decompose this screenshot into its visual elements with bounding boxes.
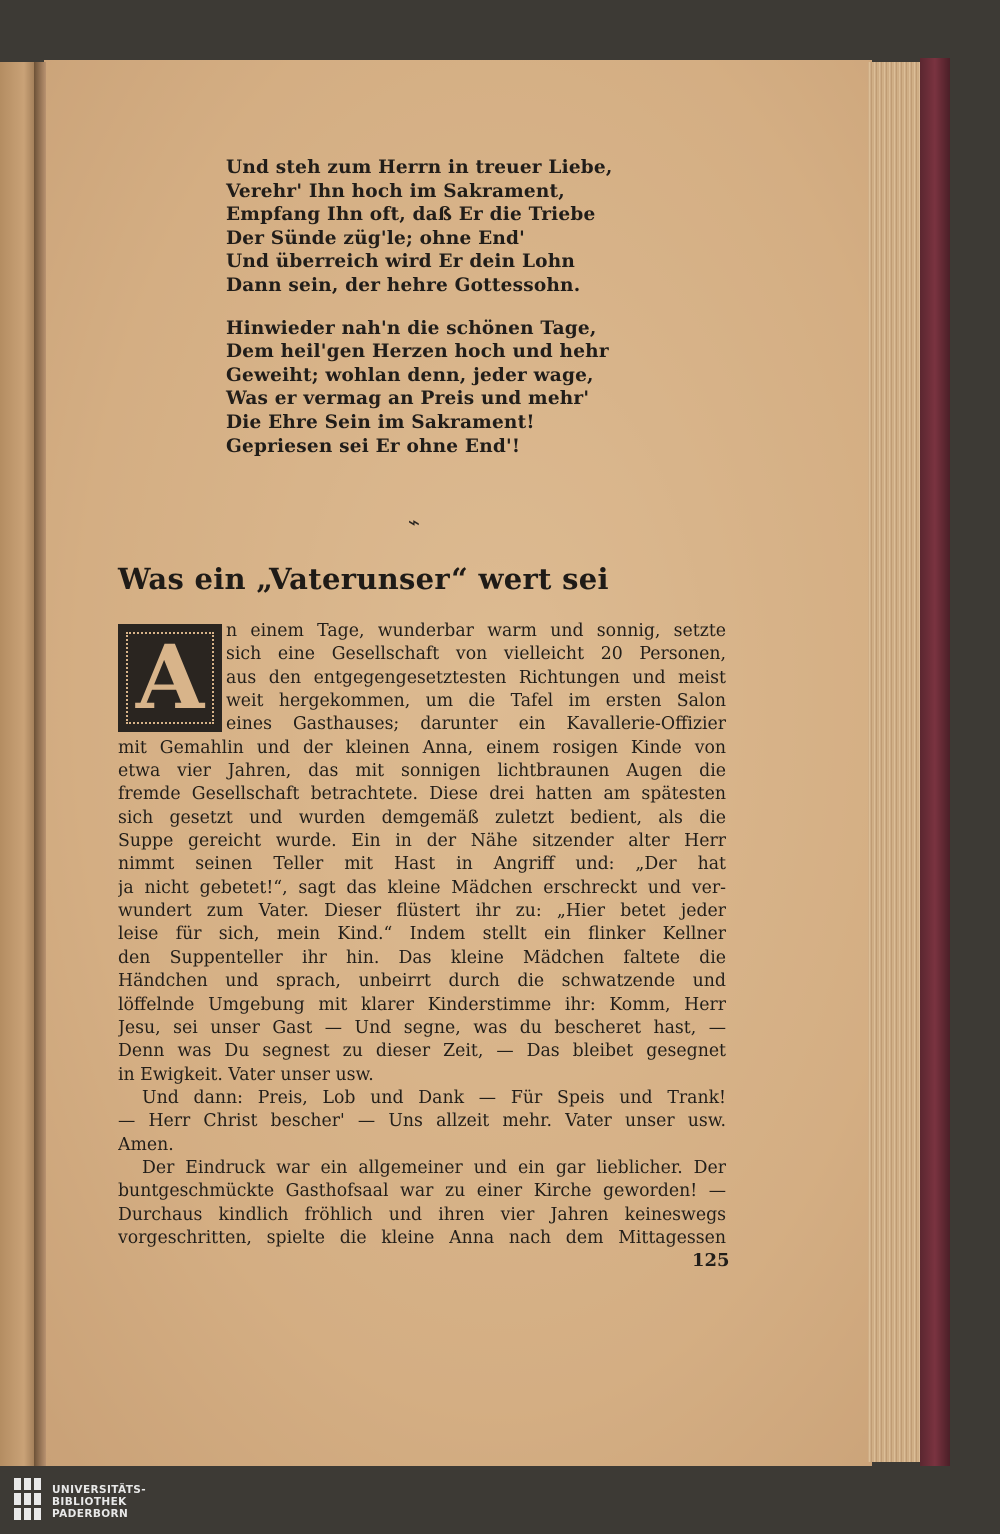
text-line: in Ewigkeit. Vater unser usw. [118,1064,374,1085]
spine-shadow [34,62,46,1466]
page-stack-edge [868,62,924,1462]
text-line: löffelnde Umgebung mit klarer Kinderstimme ihr: Komm, Herr [118,994,726,1015]
text-line: Und dann: Preis, Lob und Dank — Für Speis und Trank! [142,1087,726,1108]
text-line: sich eine Gesellschaft von vielleicht 20 Personen, [226,644,726,665]
section-ornament: ⌁ [408,510,421,534]
text-line: Händchen und sprach, unbeirrt durch die schwatzende und [118,971,726,992]
decorated-initial: A [118,624,222,732]
poem-line: Geweiht; wohlan denn, jeder wage, [226,364,594,386]
library-name [52,1484,146,1520]
poem-line: Der Sünde züg'le; ohne End' [226,227,526,249]
poem-line: Was er vermag an Preis und mehr' [226,388,590,410]
text-line: vorgeschritten, spielte die kleine Anna nach dem Mittagessen [118,1227,726,1248]
text-line: eines Gasthauses; darunter ein Kavallerie-Offizier [226,714,726,735]
book-cover-edge [920,58,950,1468]
library-name-line: UNIVERSITÄTS- [52,1484,147,1496]
poem-stanza-1 [226,156,613,298]
text-line: n einem Tage, wunderbar warm und sonnig, setzte [226,621,726,641]
page-number: 125 [692,1250,730,1271]
text-line: wundert zum Vater. Dieser flüstert ihr zu: „Hier betet jeder [118,901,726,922]
article-body [118,620,726,1250]
text-line: etwa vier Jahren, das mit sonnigen lichtbraunen Augen die [118,761,726,782]
library-name-line: PADERBORN [52,1508,129,1520]
text-line: Der Eindruck war ein allgemeiner und ein gar lieblicher. Der [142,1157,726,1178]
poem-line: Dann sein, der hehre Gottessohn. [226,274,581,296]
poem-line: Gepriesen sei Er ohne End'! [226,435,521,457]
poem-line: Verehr' Ihn hoch im Sakrament, [226,180,565,202]
poem-line: Die Ehre Sein im Sakrament! [226,411,535,433]
poem [226,156,613,477]
text-line: nimmt seinen Teller mit Hast in Angriff und: „Der hat [118,854,726,875]
library-name-line: BIBLIOTHEK [52,1496,127,1508]
text-line: leise für sich, mein Kind.“ Indem stellt ein flinker Kellner [118,924,726,945]
text-line: Amen. [118,1134,174,1155]
poem-line: Dem heil'gen Herzen hoch und hehr [226,341,609,363]
text-line: Durchaus kindlich fröhlich und ihren vier Jahren keineswegs [118,1204,726,1225]
text-line: buntgeschmückte Gasthofsaal war zu einer Kirche geworden! — [118,1181,726,1202]
poem-line: Und steh zum Herrn in treuer Liebe, [226,157,613,178]
poem-line: Hinwieder nah'n die schönen Tage, [226,317,597,339]
text-line: weit hergekommen, um die Tafel im ersten Salon [226,691,726,712]
text-line: mit Gemahlin und der kleinen Anna, einem rosigen Kinde von [118,737,726,758]
poem-stanza-2 [226,317,613,459]
viewer-footer [0,1466,1000,1534]
text-line: ja nicht gebetet!“, sagt das kleine Mädchen erschreckt und ver- [118,877,726,898]
text-line: Denn was Du segnest zu dieser Zeit, — Das bleibet gesegnet [118,1041,726,1062]
text-line: sich gesetzt und wurden demgemäß zuletzt bedient, als die [118,807,726,828]
text-line: — Herr Christ bescher' — Uns allzeit mehr. Vater unser usw. [118,1111,726,1132]
poem-line: Empfang Ihn oft, daß Er die Triebe [226,204,596,226]
text-line: Jesu, sei unser Gast — Und segne, was du bescheret hast, — [118,1017,726,1038]
text-line: Suppe gereicht wurde. Ein in der Nähe sitzender alter Herr [118,831,726,852]
article-title: Was ein „Vaterunser“ wert sei [118,562,609,596]
text-line: fremde Gesellschaft betrachtete. Diese drei hatten am spätesten [118,784,726,805]
library-logo-icon [14,1478,44,1524]
text-line: den Suppenteller ihr hin. Das kleine Mädchen faltete die [118,947,726,968]
text-line: aus den entgegengesetztesten Richtungen und meist [226,667,726,688]
poem-line: Und überreich wird Er dein Lohn [226,251,576,273]
